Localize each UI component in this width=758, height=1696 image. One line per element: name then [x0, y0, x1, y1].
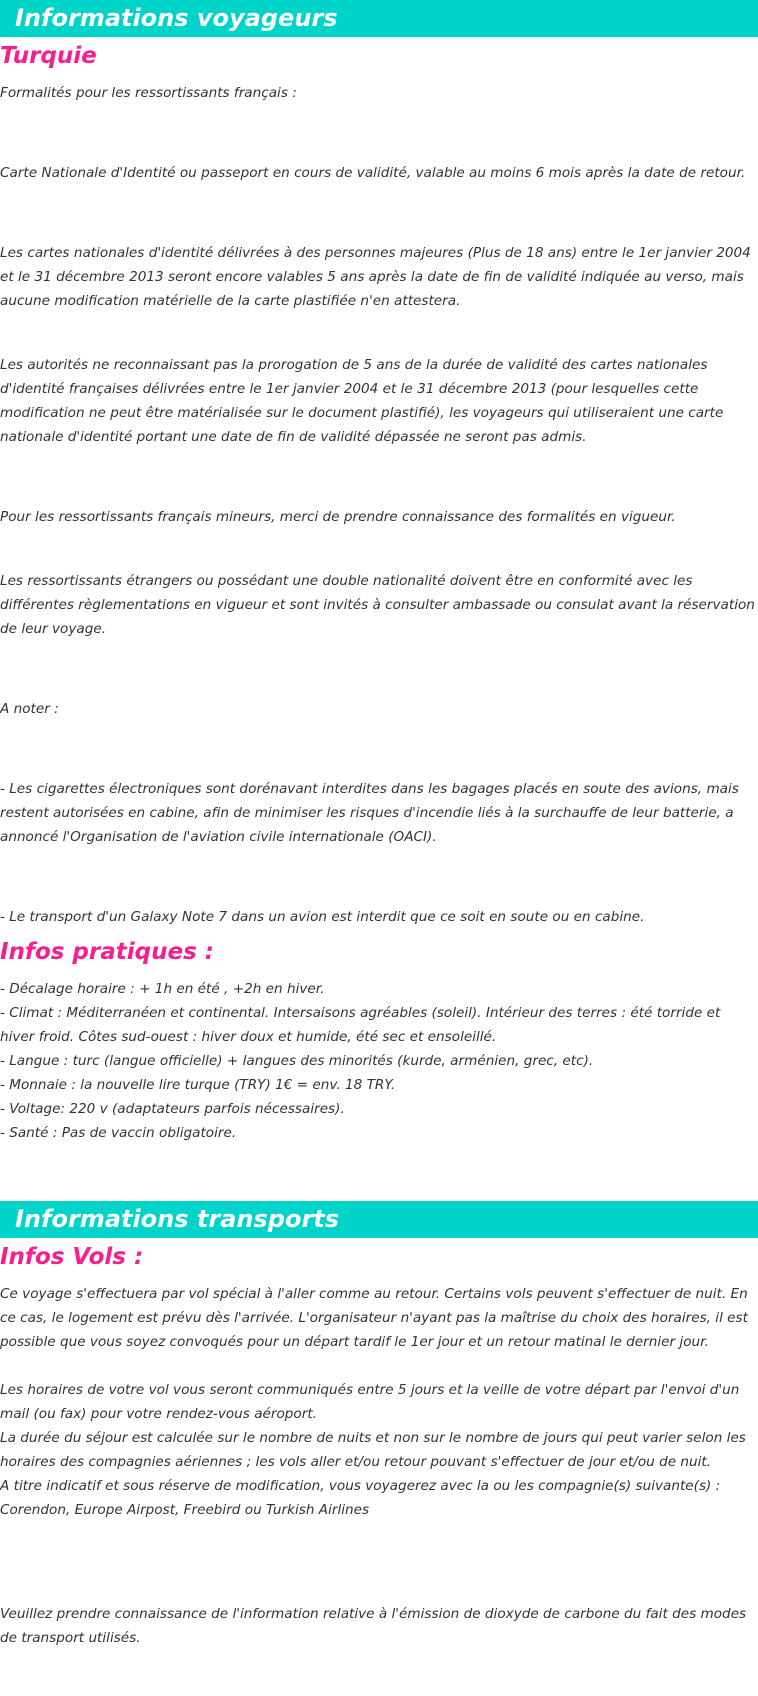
practical-info-heading: Infos pratiques :: [0, 939, 214, 965]
traveler-info-header: Informations voyageurs: [0, 0, 758, 37]
practical-item-timezone: - Décalage horaire : + 1h en été , +2h en hiver.: [0, 981, 325, 997]
minors-note: Pour les ressortissants français mineurs, merci de prendre connaissance des formalités en vigueur.: [0, 509, 676, 525]
id-card-extension-note: Les autorités ne reconnaissant pas la prorogation de 5 ans de la durée de validité des cartes nationales d'identité françaises délivrées entre le 1er janvier 2004 et le 31 décembre 2013 (pour lesquelles cette modification ne peut être matérialisée sur le document plastifié), les voyageurs qui utiliseraient une carte nationale d'identité portant une date de fin de validité dépassée ne seront pas admis.: [0, 357, 724, 445]
airlines-note: A titre indicatif et sous réserve de modification, vous voyagerez avec la ou les compagnie(s) suivante(s) : Corendon, Europe Airpost, Freebird ou Turkish Airlines: [0, 1478, 721, 1518]
id-card-requirement: Carte Nationale d'Identité ou passeport en cours de validité, valable au moins 6 mois après la date de retour.: [0, 165, 746, 181]
country-heading: Turquie: [0, 43, 97, 69]
flight-special-note: Ce voyage s'effectuera par vol spécial à l'aller comme au retour. Certains vols peuvent s'effectuer de nuit. En ce cas, le logement est prévu dès l'arrivée. L'organisateur n'ayant pas la maîtrise du choix des horaires, il est possible que vous soyez convoqués pour un départ tardif le 1er jour et un retour matinal le dernier jour.: [0, 1286, 748, 1350]
foreign-nationals-note: Les ressortissants étrangers ou possédant une double nationalité doivent être en conformité avec les différentes règlementations en vigueur et sont invités à consulter ambassade ou consulat avant la réservation de leur voyage.: [0, 573, 755, 637]
practical-item-currency: - Monnaie : la nouvelle lire turque (TRY) 1€ = env. 18 TRY.: [0, 1077, 396, 1093]
practical-item-health: - Santé : Pas de vaccin obligatoire.: [0, 1125, 237, 1141]
e-cigarette-note: - Les cigarettes électroniques sont dorénavant interdites dans les bagages placés en soute des avions, mais restent autorisées en cabine, afin de minimiser les risques d'incendie liés à la surchauffe de leur batterie, a annoncé l'Organisation de l'aviation civile internationale (OACI).: [0, 781, 739, 845]
note-label: A noter :: [0, 701, 59, 717]
practical-item-climate: - Climat : Méditerranéen et continental. Intersaisons agréables (soleil). Intérieur des terres : été torride et hiver froid. Côtes sud-ouest : hiver doux et humide, été sec et ensoleillé.: [0, 1005, 721, 1045]
transport-info-header: Informations transports: [0, 1201, 758, 1238]
id-card-validity-note: Les cartes nationales d'identité délivrées à des personnes majeures (Plus de 18 ans) entre le 1er janvier 2004 et le 31 décembre 2013 seront encore valables 5 ans après la date de fin de validité indiquée au verso, mais aucune modification matérielle de la carte plastifiée n'en attestera.: [0, 245, 751, 309]
flights-heading: Infos Vols :: [0, 1244, 144, 1270]
practical-item-voltage: - Voltage: 220 v (adaptateurs parfois nécessaires).: [0, 1101, 345, 1117]
flight-schedule-note: Les horaires de votre vol vous seront communiqués entre 5 jours et la veille de votre départ par l'envoi d'un mail (ou fax) pour votre rendez-vous aéroport.: [0, 1382, 740, 1422]
practical-item-language: - Langue : turc (langue officielle) + langues des minorités (kurde, arménien, grec, etc).: [0, 1053, 594, 1069]
co2-note: Veuillez prendre connaissance de l'information relative à l'émission de dioxyde de carbone du fait des modes de transport utilisés.: [0, 1606, 747, 1646]
galaxy-note-7-note: - Le transport d'un Galaxy Note 7 dans un avion est interdit que ce soit en soute ou en cabine.: [0, 909, 645, 925]
stay-duration-note: La durée du séjour est calculée sur le nombre de nuits et non sur le nombre de jours qui peut varier selon les horaires des compagnies aériennes ; les vols aller et/ou retour pouvant s'effectuer de jour et/ou de nuit.: [0, 1430, 746, 1470]
formalities-intro: Formalités pour les ressortissants français :: [0, 85, 297, 101]
